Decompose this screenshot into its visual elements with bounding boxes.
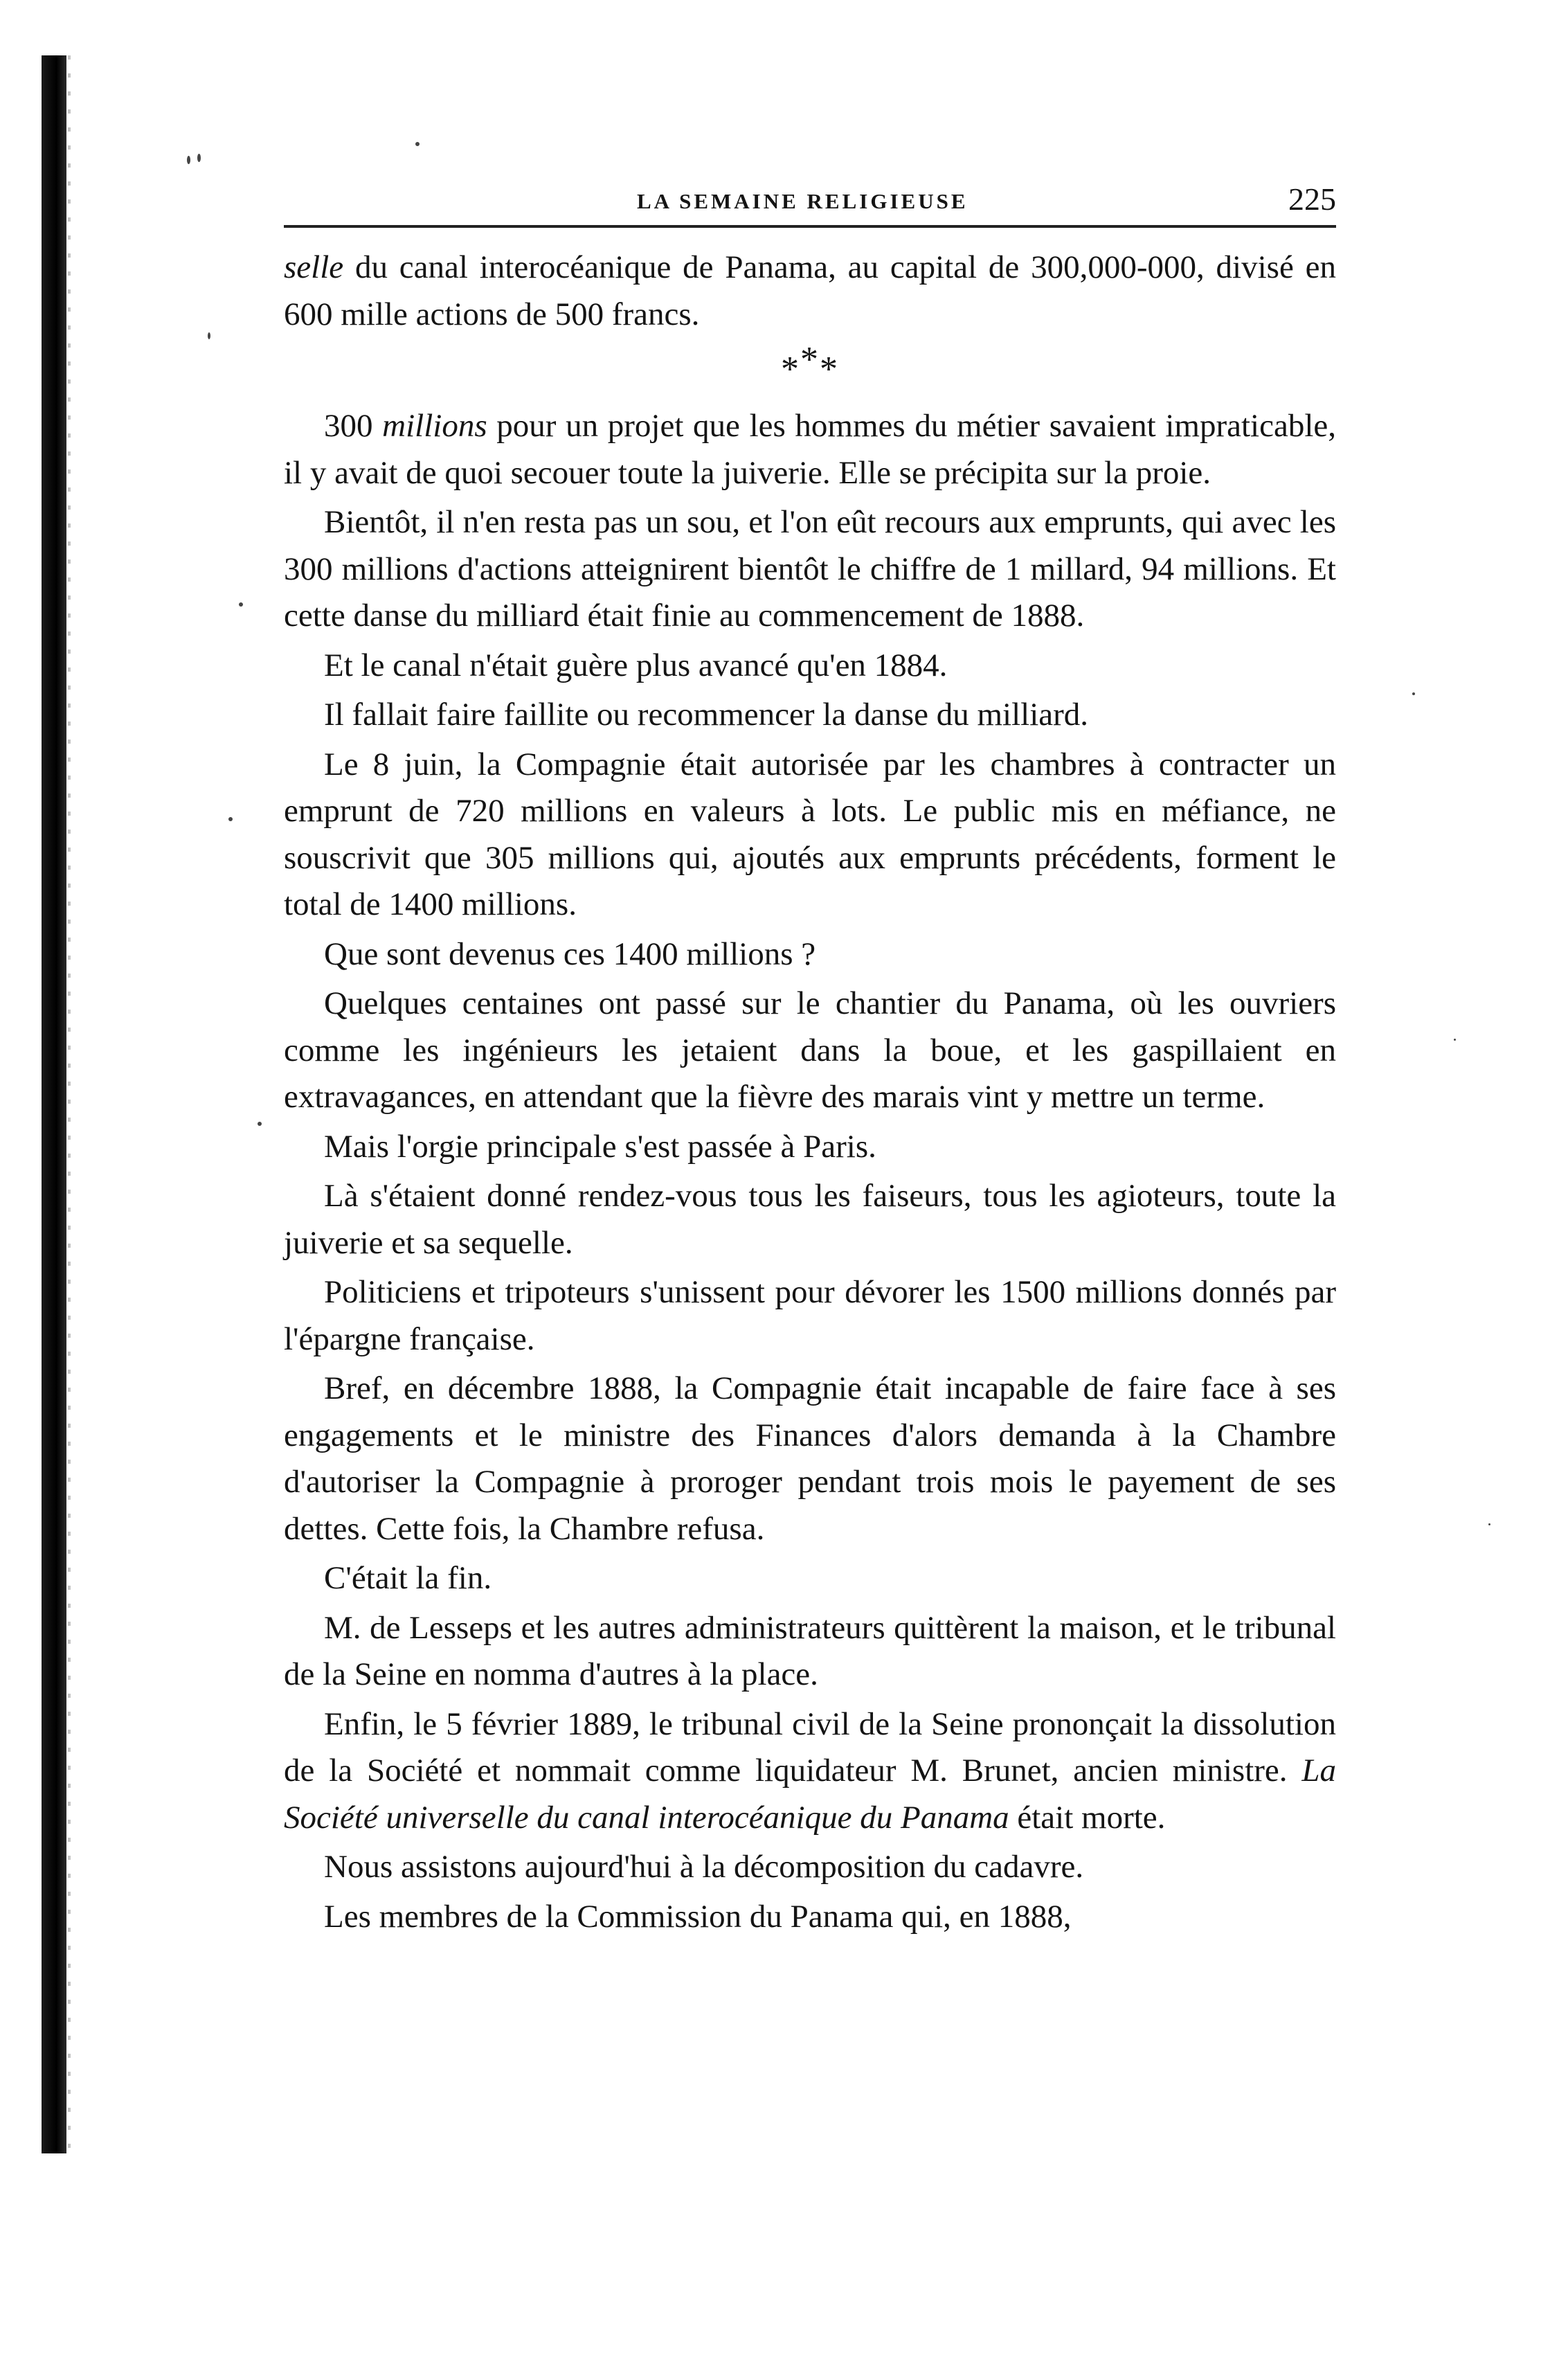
paragraph: Politiciens et tripoteurs s'unissent pour dévorer les 1500 millions donnés par l'épargne française.: [284, 1274, 1336, 1357]
italic-word: selle: [284, 249, 344, 285]
paragraph: Bref, en décembre 1888, la Compagnie était incapable de faire face à ses engagements et le ministre des Finances d'alors demanda à la Chambre d'autoriser la Compagnie à proroger pendant trois mois le payement de ses dettes. Cette fois, la Chambre refusa.: [284, 1370, 1336, 1547]
ink-speck: [187, 156, 190, 164]
paragraph: Quelques centaines ont passé sur le chantier du Panama, où les ouvriers comme les ingénieurs les jetaient dans la boue, et les gaspillaient en extravagances, en attendant que la fièvre des marais vint y mettre un terme.: [284, 985, 1336, 1115]
body-text: [284, 244, 1336, 1940]
paragraph-text: du canal interocéanique de Panama, au capital de 300,000-000, divisé en 600 mille actions de 500 francs.: [284, 249, 1336, 332]
paragraph: Le 8 juin, la Compagnie était autorisée par les chambres à contracter un emprunt de 720 millions en valeurs à lots. Le public mis en méfiance, ne souscrivit que 305 millions qui, ajoutés aux emprunts précédents, forment le total de 1400 millions.: [284, 746, 1336, 922]
paragraph: Là s'étaient donné rendez-vous tous les faiseurs, tous les agioteurs, toute la juiverie et sa sequelle.: [284, 1178, 1336, 1261]
paragraph: 300 millions pour un projet que les hommes du métier savaient impraticable, il y avait de quoi secouer toute la juiverie. Elle se précipita sur la proie.: [284, 408, 1337, 491]
running-title: LA SEMAINE RELIGIEUSE: [637, 189, 968, 213]
ink-speck: [239, 602, 243, 607]
ink-speck: [1454, 1039, 1456, 1041]
ink-speck: [197, 154, 201, 162]
paragraph: Mais l'orgie principale s'est passée à Paris.: [324, 1128, 876, 1165]
italic-title: La Société universelle du canal interocéanique du Panama: [284, 1753, 1336, 1836]
paragraph: Enfin, le 5 février 1889, le tribunal civil de la Seine prononçait la dissolution de la Société et nommait comme liquidateur M. Brunet, ancien ministre. La Société universelle du canal interocéanique du Panama était morte.: [284, 1705, 1336, 1836]
ink-speck: [415, 142, 420, 146]
running-header: [284, 177, 1336, 228]
page-number: 225: [1288, 181, 1336, 217]
asterism-separator: ***: [781, 340, 839, 389]
paragraph-continuation: [284, 244, 1336, 338]
ink-speck: [1488, 1523, 1490, 1525]
ink-speck: [228, 817, 233, 821]
paragraph: C'était la fin.: [324, 1560, 492, 1596]
book-binding-shadow: [42, 55, 66, 2153]
paragraph: Et le canal n'était guère plus avancé qu'en 1884.: [324, 647, 948, 683]
paragraph: Que sont devenus ces 1400 millions ?: [324, 935, 816, 972]
paragraph: Nous assistons aujourd'hui à la décomposition du cadavre.: [324, 1849, 1084, 1885]
ink-speck: [1412, 692, 1415, 695]
paragraph: Les membres de la Commission du Panama qui, en 1888,: [324, 1898, 1072, 1935]
book-page: [284, 177, 1336, 1943]
ink-speck: [258, 1122, 262, 1126]
paragraph: Il fallait faire faillite ou recommencer la danse du milliard.: [324, 697, 1089, 733]
paragraph: Bientôt, il n'en resta pas un sou, et l'on eût recours aux emprunts, qui avec les 300 millions d'actions atteignirent bientôt le chiffre de 1 millard, 94 millions. Et cette danse du milliard était finie au commencement de 1888.: [284, 504, 1336, 634]
paragraph: M. de Lesseps et les autres administrateurs quittèrent la maison, et le tribunal de la Seine en nomma d'autres à la place.: [284, 1609, 1336, 1692]
italic-word: millions: [382, 408, 487, 444]
ink-speck: [208, 332, 210, 339]
